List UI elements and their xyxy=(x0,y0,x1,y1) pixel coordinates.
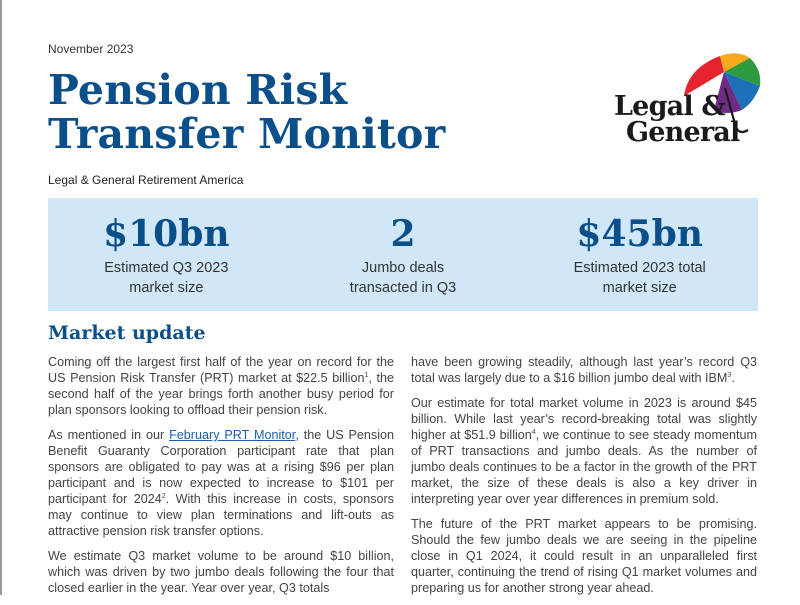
logo-line-2: General xyxy=(626,117,740,148)
stat-value: 2 xyxy=(390,213,416,255)
stat-label: Estimated 2023 total market size xyxy=(573,260,706,296)
paragraph: We estimate Q3 market volume to be around $10 billion, which was driven by two jumbo deals following the four that closed earlier in the year. Year over year, Q3 totals xyxy=(48,549,394,595)
legal-general-logo xyxy=(614,44,764,156)
stat-market-size-q3 xyxy=(48,198,285,311)
publication-date: November 2023 xyxy=(48,42,134,56)
umbrella-segment-red xyxy=(684,56,724,96)
document-title xyxy=(48,68,445,156)
stat-label: Jumbo deals transacted in Q3 xyxy=(349,260,457,296)
paragraph: As mentioned in our February PRT Monitor, the US Pension Benefit Guaranty Corporation participant rate that plan sponsors are obligated to pay was at a rising $96 per plan participant and is now expected to increase to $101 per participant for 2024$^2$. With this increase in costs, sponsors may continue to view plan terminations and lift-outs as attractive pension risk transfer options. xyxy=(48,428,395,538)
text-column-left xyxy=(48,354,394,605)
paragraph: Coming off the largest first half of the year on record for the US Pension Risk Transfer (PRT) market at $22.5 billion$^1$, the second half of the year brings forth another busy period for plan sponsors looking to offload their pension risk. xyxy=(48,355,394,417)
stat-market-size-2023 xyxy=(521,198,758,311)
stat-label: Estimated Q3 2023 market size xyxy=(104,260,229,296)
footnote-ref: 1 xyxy=(364,371,369,379)
title-line-1: Pension Risk xyxy=(48,66,348,114)
footnote-ref: 3 xyxy=(727,371,732,379)
paragraph: The future of the PRT market appears to be promising. Should the few jumbo deals we are seeing in the pipeline close in Q1 2024, it could result in an unparalleled first quarter, continuing the trend of rising Q1 market volumes and preparing us for another strong year ahead. xyxy=(411,517,757,595)
footnote-ref: 2 xyxy=(161,492,166,500)
stat-value: $45bn xyxy=(576,213,703,255)
document-page xyxy=(48,0,758,595)
logo-line-1: Legal & xyxy=(614,91,725,122)
title-line-2: Transfer Monitor xyxy=(48,110,446,158)
logo-wordmark xyxy=(614,91,740,148)
paragraph: have been growing steadily, although last year’s record Q3 total was largely due to a $16 billion jumbo deal with IBM$^3$. xyxy=(411,355,757,385)
text-column-right xyxy=(411,354,757,605)
key-stats-banner xyxy=(48,198,758,311)
february-prt-monitor-link[interactable]: February PRT Monitor xyxy=(169,428,296,442)
stat-value: $10bn xyxy=(103,213,230,255)
footnote-ref: 4 xyxy=(531,428,536,436)
document-subtitle: Legal & General Retirement America xyxy=(48,173,244,187)
stat-jumbo-deals xyxy=(285,198,522,311)
section-heading: Market update xyxy=(48,322,206,344)
paragraph: Our estimate for total market volume in 2023 is around $45 billion. While last year’s record-breaking total was slightly higher at $51.9 billion$^4$, we continue to see steady momentum of PRT transactions and jumbo deals. As the number of jumbo deals continues to be a factor in the growth of the PRT market, the size of these deals is also a key driver in interpreting year over year differences in premium sold. xyxy=(411,396,757,506)
page-edge xyxy=(0,0,2,595)
